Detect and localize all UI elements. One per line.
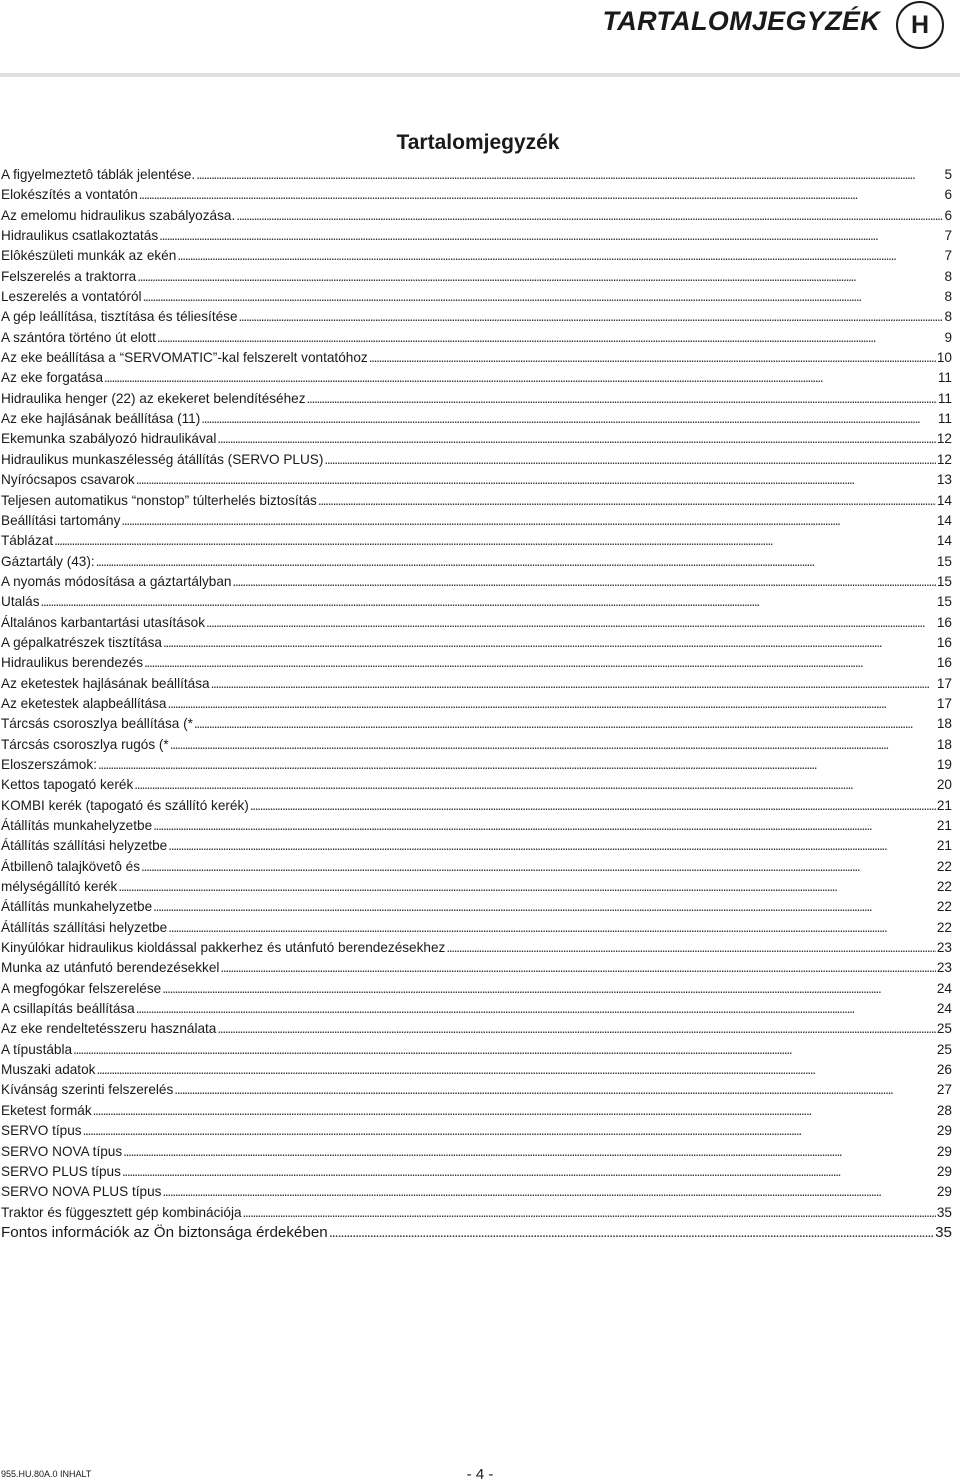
- toc-dot-leader: [139, 185, 944, 205]
- toc-dot-leader: [232, 572, 935, 592]
- toc-entry[interactable]: [1, 897, 952, 917]
- toc-entry-label: Az emelomu hidraulikus szabályozása.: [1, 207, 236, 223]
- toc-entry[interactable]: [1, 1040, 952, 1060]
- toc-entry-label: Gáztartály (43):: [1, 553, 95, 569]
- toc-entry-page: 29: [936, 1143, 952, 1159]
- toc-entry-page: 25: [936, 1041, 952, 1057]
- toc-entry-page: 9: [944, 329, 952, 345]
- toc-entry-page: 21: [936, 818, 952, 833]
- toc-entry-page: 29: [936, 1184, 952, 1200]
- page-header-title: TARTALOMJEGYZÉK: [602, 6, 880, 36]
- toc-dot-leader: [250, 796, 936, 816]
- page-number: - 4 -: [466, 1466, 494, 1483]
- toc-dot-leader: [196, 165, 943, 185]
- toc-entry-page: 28: [936, 1102, 952, 1118]
- toc-entry-page: 5: [944, 167, 952, 182]
- toc-entry[interactable]: [1, 958, 952, 978]
- toc-entry-label: Nyírócsapos csavarok: [1, 472, 135, 488]
- toc-dot-leader: [206, 613, 936, 633]
- toc-dot-leader: [329, 1223, 934, 1243]
- toc-list: [1, 165, 952, 1243]
- toc-entry[interactable]: [1, 287, 952, 307]
- header-divider: [0, 73, 960, 77]
- toc-entry[interactable]: [1, 1101, 952, 1121]
- toc-entry-page: 22: [936, 879, 952, 895]
- toc-entry-label: KOMBI kerék (tapogató és szállító kerék): [1, 797, 249, 813]
- toc-entry-page: 17: [936, 675, 952, 691]
- toc-dot-leader: [96, 552, 936, 572]
- toc-entry-page: 29: [936, 1163, 952, 1179]
- toc-entry[interactable]: [1, 877, 952, 897]
- toc-entry[interactable]: [1, 307, 952, 327]
- toc-entry[interactable]: [1, 246, 952, 266]
- toc-dot-leader: [143, 287, 944, 307]
- toc-entry-label: SERVO PLUS típus: [1, 1163, 121, 1179]
- toc-entry-page: 13: [936, 472, 952, 488]
- toc-entry-label: A szántóra történo út elott: [1, 329, 156, 345]
- toc-dot-leader: [73, 1040, 936, 1060]
- toc-entry-label: Hidraulika henger (22) az ekekeret belendítéséhez: [1, 390, 306, 406]
- toc-entry-label: Hidraulikus csatlakoztatás: [1, 228, 159, 244]
- toc-entry-label: Elokészítés a vontatón: [1, 187, 138, 203]
- toc-entry-page: 35: [935, 1223, 952, 1241]
- toc-dot-leader: [446, 938, 936, 958]
- toc-entry[interactable]: [1, 1223, 952, 1243]
- toc-dot-leader: [137, 267, 943, 287]
- toc-entry[interactable]: [1, 999, 952, 1019]
- toc-entry[interactable]: [1, 1121, 952, 1141]
- toc-entry-label: Munka az utánfutó berendezésekkel: [1, 960, 220, 976]
- toc-entry[interactable]: [1, 1182, 952, 1202]
- toc-entry-label: Átállítás szállítási helyzetbe: [1, 919, 168, 935]
- toc-entry-page: 8: [944, 309, 952, 325]
- toc-entry[interactable]: [1, 857, 952, 877]
- toc-entry[interactable]: [1, 775, 952, 795]
- toc-entry-page: 24: [936, 1001, 952, 1017]
- toc-entry[interactable]: [1, 1142, 952, 1162]
- toc-entry-page: 24: [936, 980, 952, 996]
- toc-entry-page: 23: [936, 940, 952, 956]
- toc-entry-page: 35: [936, 1204, 952, 1220]
- toc-entry-label: Az eke beállítása a “SERVOMATIC”-kal felszerelt vontatóhoz: [1, 350, 368, 366]
- toc-dot-leader: [136, 470, 936, 490]
- toc-entry-label: Eloszerszámok:: [1, 756, 97, 772]
- toc-dot-leader: [324, 450, 936, 470]
- toc-dot-leader: [162, 979, 936, 999]
- toc-dot-leader: [54, 531, 936, 551]
- toc-entry-label: Az eke rendeltetésszeru használata: [1, 1021, 217, 1037]
- toc-dot-leader: [211, 674, 936, 694]
- toc-dot-leader: [153, 816, 936, 836]
- toc-entry-label: Teljesen automatikus “nonstop” túlterhelés biztosítás: [1, 492, 317, 508]
- toc-entry-label: A gép leállítása, tisztítása és téliesítése: [1, 309, 238, 325]
- toc-entry-label: Felszerelés a traktorra: [1, 268, 137, 284]
- toc-entry-page: 15: [936, 594, 952, 610]
- toc-entry[interactable]: [1, 226, 952, 246]
- toc-dot-leader: [174, 1080, 936, 1100]
- toc-entry-label: Átbillenô talajkövetô és: [1, 858, 141, 874]
- toc-dot-leader: [307, 389, 937, 409]
- toc-entry-label: Hidraulikus berendezés: [1, 655, 144, 671]
- toc-entry-label: Traktor és függesztett gép kombinációja: [1, 1204, 242, 1220]
- toc-entry[interactable]: [1, 368, 952, 388]
- toc-entry-page: 22: [936, 919, 952, 935]
- toc-entry-page: 6: [944, 207, 952, 223]
- toc-entry-label: Fontos információk az Ön biztonsága érdekében: [1, 1223, 328, 1241]
- toc-entry[interactable]: [1, 918, 952, 938]
- toc-entry-label: Hidraulikus munkaszélesség átállítás (SERVO PLUS): [1, 451, 324, 467]
- toc-entry-page: 16: [936, 634, 952, 650]
- toc-entry-label: Leszerelés a vontatóról: [1, 289, 142, 305]
- toc-entry-page: 17: [936, 695, 952, 711]
- toc-entry-label: mélységállító kerék: [1, 879, 118, 895]
- toc-entry-label: A típustábla: [1, 1041, 73, 1057]
- toc-entry-page: 27: [936, 1082, 952, 1098]
- toc-entry-page: 22: [936, 858, 952, 874]
- toc-dot-leader: [93, 1101, 936, 1121]
- toc-dot-leader: [239, 307, 944, 327]
- toc-entry[interactable]: [1, 1019, 952, 1039]
- toc-dot-leader: [144, 653, 936, 673]
- toc-entry-page: 19: [936, 756, 952, 772]
- toc-entry-label: SERVO típus: [1, 1123, 82, 1139]
- toc-dot-leader: [104, 368, 937, 388]
- toc-entry-page: 15: [936, 573, 952, 589]
- toc-entry-label: Beállítási tartomány: [1, 512, 121, 528]
- toc-entry-label: Ekemunka szabályozó hidraulikával: [1, 431, 217, 447]
- toc-entry-page: 11: [937, 390, 952, 406]
- toc-dot-leader: [153, 897, 936, 917]
- toc-dot-leader: [236, 206, 943, 226]
- toc-entry[interactable]: [1, 714, 952, 734]
- toc-entry[interactable]: [1, 816, 952, 836]
- toc-dot-leader: [220, 958, 935, 978]
- toc-entry[interactable]: [1, 1162, 952, 1182]
- toc-entry-label: Tárcsás csoroszlya beállítása (*: [1, 716, 193, 732]
- toc-entry[interactable]: [1, 755, 952, 775]
- toc-entry[interactable]: [1, 531, 952, 551]
- toc-entry-page: 23: [936, 960, 952, 976]
- toc-entry-page: 16: [936, 655, 952, 671]
- toc-entry-label: SERVO NOVA PLUS típus: [1, 1184, 162, 1200]
- toc-entry-page: 8: [944, 289, 952, 305]
- toc-entry-page: 25: [936, 1021, 952, 1037]
- toc-entry-label: Tárcsás csoroszlya rugós (*: [1, 736, 169, 752]
- toc-dot-leader: [96, 1060, 935, 1080]
- toc-entry-label: Elôkészületi munkák az ekén: [1, 248, 177, 264]
- toc-entry[interactable]: [1, 735, 952, 755]
- toc-dot-leader: [162, 1182, 935, 1202]
- toc-dot-leader: [168, 918, 936, 938]
- toc-entry-label: Kívánság szerinti felszerelés: [1, 1082, 174, 1098]
- toc-dot-leader: [41, 592, 936, 612]
- toc-entry[interactable]: [1, 633, 952, 653]
- toc-dot-leader: [201, 409, 937, 429]
- toc-entry[interactable]: [1, 185, 952, 205]
- toc-entry[interactable]: [1, 572, 952, 592]
- toc-entry-label: Az eke forgatása: [1, 370, 104, 386]
- toc-entry-label: Utalás: [1, 594, 40, 610]
- toc-dot-leader: [168, 836, 936, 856]
- toc-entry-page: 21: [936, 797, 952, 813]
- toc-entry-label: Az eketestek alapbeállítása: [1, 695, 167, 711]
- toc-entry-label: Táblázat: [1, 533, 54, 549]
- toc-entry-page: 14: [936, 512, 952, 528]
- toc-entry[interactable]: [1, 450, 952, 470]
- toc-entry[interactable]: [1, 836, 952, 856]
- toc-entry-page: 11: [937, 411, 952, 427]
- toc-heading: Tartalomjegyzék: [396, 131, 560, 154]
- toc-entry-page: 26: [936, 1062, 952, 1078]
- toc-entry-label: Muszaki adatok: [1, 1062, 96, 1078]
- toc-entry-label: Az eke hajlásának beállítása (11): [1, 411, 201, 427]
- toc-entry-page: 11: [937, 370, 952, 386]
- toc-entry-label: Eketest formák: [1, 1102, 92, 1118]
- toc-entry[interactable]: [1, 206, 952, 226]
- toc-dot-leader: [123, 1142, 936, 1162]
- toc-dot-leader: [141, 857, 936, 877]
- toc-entry[interactable]: [1, 409, 952, 429]
- toc-entry-page: 21: [936, 838, 952, 854]
- toc-entry-page: 20: [936, 777, 952, 793]
- toc-dot-leader: [98, 755, 936, 775]
- toc-dot-leader: [159, 226, 943, 246]
- toc-dot-leader: [168, 694, 936, 714]
- toc-entry-page: 18: [936, 716, 952, 732]
- toc-entry[interactable]: [1, 694, 952, 714]
- toc-entry-label: Az eketestek hajlásának beállítása: [1, 675, 210, 691]
- toc-entry-page: 10: [936, 350, 952, 366]
- toc-entry-page: 12: [936, 451, 952, 467]
- toc-entry-page: 16: [936, 614, 952, 630]
- toc-dot-leader: [83, 1121, 936, 1141]
- toc-entry-label: Átállítás munkahelyzetbe: [1, 899, 153, 915]
- toc-entry-label: Általános karbantartási utasítások: [1, 614, 206, 630]
- toc-entry[interactable]: [1, 429, 952, 449]
- toc-entry[interactable]: [1, 653, 952, 673]
- toc-entry[interactable]: [1, 796, 952, 816]
- toc-entry[interactable]: [1, 979, 952, 999]
- toc-entry[interactable]: [1, 613, 952, 633]
- toc-entry[interactable]: [1, 348, 952, 368]
- toc-entry[interactable]: [1, 470, 952, 490]
- toc-entry-label: A nyomás módosítása a gáztartályban: [1, 573, 232, 589]
- toc-entry-label: A megfogókar felszerelése: [1, 980, 162, 996]
- toc-entry-label: A figyelmeztetô táblák jelentése.: [1, 167, 196, 182]
- toc-dot-leader: [217, 429, 936, 449]
- language-badge: H: [896, 1, 944, 49]
- toc-dot-leader: [122, 1162, 936, 1182]
- toc-entry[interactable]: [1, 1203, 952, 1223]
- toc-entry-page: 15: [936, 553, 952, 569]
- toc-entry[interactable]: [1, 592, 952, 612]
- toc-entry[interactable]: [1, 938, 952, 958]
- toc-entry-page: 14: [936, 492, 952, 508]
- toc-entry-page: 22: [936, 899, 952, 915]
- toc-entry-page: 14: [936, 533, 952, 549]
- toc-entry-page: 18: [936, 736, 952, 752]
- toc-entry[interactable]: [1, 552, 952, 572]
- toc-entry[interactable]: [1, 491, 952, 511]
- toc-dot-leader: [177, 246, 943, 266]
- toc-entry-page: 8: [944, 268, 952, 284]
- toc-entry-page: 6: [944, 187, 952, 203]
- toc-entry-page: 7: [944, 228, 952, 244]
- toc-dot-leader: [157, 328, 944, 348]
- toc-entry-label: A gépalkatrészek tisztítása: [1, 634, 162, 650]
- toc-dot-leader: [121, 511, 935, 531]
- toc-entry[interactable]: [1, 1060, 952, 1080]
- toc-entry[interactable]: [1, 267, 952, 287]
- toc-entry-label: SERVO NOVA típus: [1, 1143, 123, 1159]
- toc-entry[interactable]: [1, 1080, 952, 1100]
- toc-entry-label: Átállítás munkahelyzetbe: [1, 818, 153, 833]
- toc-entry-page: 7: [944, 248, 952, 264]
- toc-entry[interactable]: [1, 389, 952, 409]
- toc-entry-label: A csillapítás beállítása: [1, 1001, 135, 1017]
- toc-entry[interactable]: [1, 328, 952, 348]
- toc-dot-leader: [318, 491, 936, 511]
- toc-dot-leader: [217, 1019, 936, 1039]
- toc-dot-leader: [243, 1203, 936, 1223]
- toc-dot-leader: [170, 735, 936, 755]
- toc-dot-leader: [369, 348, 936, 368]
- toc-entry-label: Átállítás szállítási helyzetbe: [1, 838, 168, 854]
- toc-entry-page: 29: [936, 1123, 952, 1139]
- toc-entry-label: Kettos tapogató kerék: [1, 777, 134, 793]
- toc-dot-leader: [136, 999, 936, 1019]
- toc-dot-leader: [118, 877, 936, 897]
- toc-entry-page: 12: [936, 431, 952, 447]
- toc-dot-leader: [134, 775, 936, 795]
- toc-dot-leader: [194, 714, 936, 734]
- toc-dot-leader: [163, 633, 936, 653]
- document-code: 955.HU.80A.0 INHALT: [1, 1469, 92, 1479]
- toc-entry[interactable]: [1, 511, 952, 531]
- toc-entry-label: Kinyúlókar hidraulikus kioldással pakkerhez és utánfutó berendezésekhez: [1, 940, 446, 956]
- toc-entry[interactable]: [1, 165, 952, 185]
- toc-entry[interactable]: [1, 674, 952, 694]
